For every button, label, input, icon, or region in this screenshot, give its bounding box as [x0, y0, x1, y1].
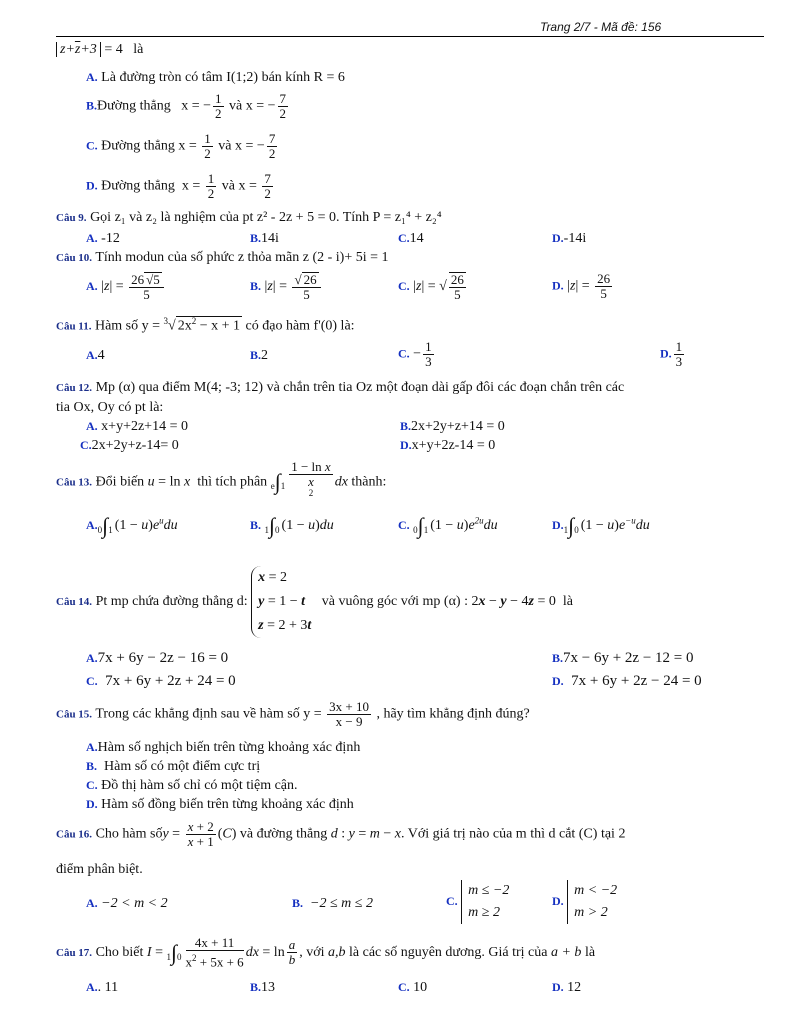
- q10-option-c[interactable]: C. |z| = √ $\frac{26}{5}$: [398, 272, 464, 302]
- q14-option-c[interactable]: C. 7x + 6y + 2z + 24 = 0: [86, 673, 236, 689]
- q10-option-d[interactable]: D. |z| = $\frac{26}{5}$: [552, 271, 611, 301]
- q15-option-c[interactable]: C. Đồ thị hàm số chỉ có một tiệm cận.: [86, 778, 298, 793]
- q12-option-b[interactable]: B.2x+2y+z+14 = 0: [400, 419, 505, 434]
- header-rule: [56, 36, 764, 37]
- q8-stem: $z+\overline{z}+3 = 4$ là: [56, 42, 143, 57]
- q13-option-b[interactable]: B. 1∫0 (1 − u)du: [250, 513, 334, 538]
- q17-option-d[interactable]: D. 12: [552, 980, 582, 995]
- q9-stem: Câu 9. Gọi z₁ và z₂ là nghiệm của pt z² - 2z + 5 = 0. Tính P = z₁⁴ + z₂⁴: [56, 210, 442, 225]
- q16-option-b[interactable]: B. −2 ≤ m ≤ 2: [292, 896, 373, 911]
- q8-option-b[interactable]: B.Đường thẳng x = − $\frac{1}{2}$ và x = − $\frac{7}{2}$: [86, 91, 287, 121]
- q13-option-a[interactable]: A.0∫1 $(1 - u)e^udu$: [86, 513, 178, 538]
- q8-option-a[interactable]: A. Là đường tròn có tâm I(1;2) bán kính R = 6: [86, 70, 345, 85]
- q13-option-c[interactable]: C. 0∫1 $(1 - u)e^{2u}du$: [398, 513, 498, 538]
- q11-option-b[interactable]: B.2: [250, 348, 269, 363]
- q17-stem: Câu 17. Cho biết I = 1∫0 $\frac{4x + 11}{x^2 + 5x + 6}$ dx = ln $\frac{a}{b}$ , với a,b là các số nguyên dương. Giá trị của a + b là: [56, 935, 596, 970]
- q16-stem-line2: điểm phân biệt.: [56, 862, 143, 877]
- q9-option-a[interactable]: A. -12: [86, 231, 120, 246]
- q12-stem-line2: tia Ox, Oy có pt là:: [56, 400, 164, 415]
- q16-option-a[interactable]: A. −2 < m < 2: [86, 896, 168, 911]
- q9-option-c[interactable]: C.14: [398, 231, 424, 246]
- q15-option-b[interactable]: B. Hàm số có một điểm cực trị: [86, 759, 261, 774]
- q15-stem: Câu 15. Trong các khẳng định sau về hàm số y = $\frac{3x + 10}{x - 9}$ , hãy tìm khẳng định đúng?: [56, 699, 530, 729]
- q9-option-d[interactable]: D.-14i: [552, 231, 587, 246]
- q8-option-d[interactable]: D. Đường thẳng x = $\frac{1}{2}$ và x = $\frac{7}{2}$: [86, 171, 271, 201]
- q12-stem: Câu 12. Mp (α) qua điểm M(4; -3; 12) và chắn trên tia Oz một đoạn dài gấp đôi các đoạn chắn trên các: [56, 380, 625, 395]
- q10-option-a[interactable]: A. |z| = $\frac{26 √5}{5}$: [86, 272, 166, 302]
- q12-option-c[interactable]: C.2x+2y+z-14= 0: [80, 438, 179, 453]
- q8-option-c[interactable]: C. Đường thẳng x = $\frac{1}{2}$ và x = − $\frac{7}{2}$: [86, 131, 276, 161]
- q17-option-c[interactable]: C. 10: [398, 980, 428, 995]
- q12-option-d[interactable]: D.x+y+2z-14 = 0: [400, 438, 496, 453]
- q14-option-b[interactable]: B.7x − 6y + 2z − 12 = 0: [552, 650, 694, 666]
- q13-stem: Câu 13. Đổi biến u = ln x thì tích phân e∫1 1 − ln x x $^2$dx thành:: [56, 459, 387, 498]
- q15-option-a[interactable]: A.Hàm số nghịch biến trên từng khoảng xác định: [86, 740, 361, 755]
- q9-option-b[interactable]: B.14i: [250, 231, 279, 246]
- q10-stem: Câu 10. Tính modun của số phức z thỏa mãn z (2 - i)+ 5i = 1: [56, 250, 389, 265]
- q11-option-c[interactable]: C. − $\frac{1}{3}$: [398, 339, 432, 369]
- q14-option-d[interactable]: D. 7x + 6y + 2z − 24 = 0: [552, 673, 702, 689]
- q15-option-d[interactable]: D. Hàm số đồng biến trên từng khoảng xác định: [86, 797, 354, 812]
- page-header: Trang 2/7 - Mã đề: 156: [540, 20, 662, 34]
- q11-stem: Câu 11. Hàm số y = $^3$√ $2x^2 - x + 1$ có đạo hàm f'(0) là:: [56, 316, 355, 334]
- q16-stem: Câu 16. Cho hàm sốy = $\frac{x + 2}{x + 1}$ (C) và đường thẳng d : y = m − x. Với giá trị nào của m thì d cắt (C) tại 2: [56, 819, 626, 849]
- q14-option-a[interactable]: A.7x + 6y − 2z − 16 = 0: [86, 650, 229, 666]
- q11-option-a[interactable]: A.4: [86, 348, 105, 363]
- q16-option-d[interactable]: D. m < −2 m > 2: [552, 880, 617, 924]
- q16-option-c[interactable]: C. m ≤ −2 m ≥ 2: [446, 880, 509, 924]
- q12-option-a[interactable]: A. x+y+2z+14 = 0: [86, 419, 188, 434]
- q11-option-d[interactable]: D. $\frac{1}{3}$: [660, 339, 683, 369]
- q10-option-b[interactable]: B. |z| = $\frac{√ 26}{5}$: [250, 272, 323, 302]
- q14-stem: Câu 14. Pt mp chứa đường thẳng d: x = 2 y = 1 − t z = 2 + 3t và vuông góc với mp (α) : 2x − y − 4z = 0 là: [56, 566, 573, 638]
- q17-option-b[interactable]: B.13: [250, 980, 276, 995]
- q13-option-d[interactable]: D.1∫0 $(1 - u)e^{-u}du$: [552, 513, 650, 538]
- q17-option-a[interactable]: A.. 11: [86, 980, 119, 995]
